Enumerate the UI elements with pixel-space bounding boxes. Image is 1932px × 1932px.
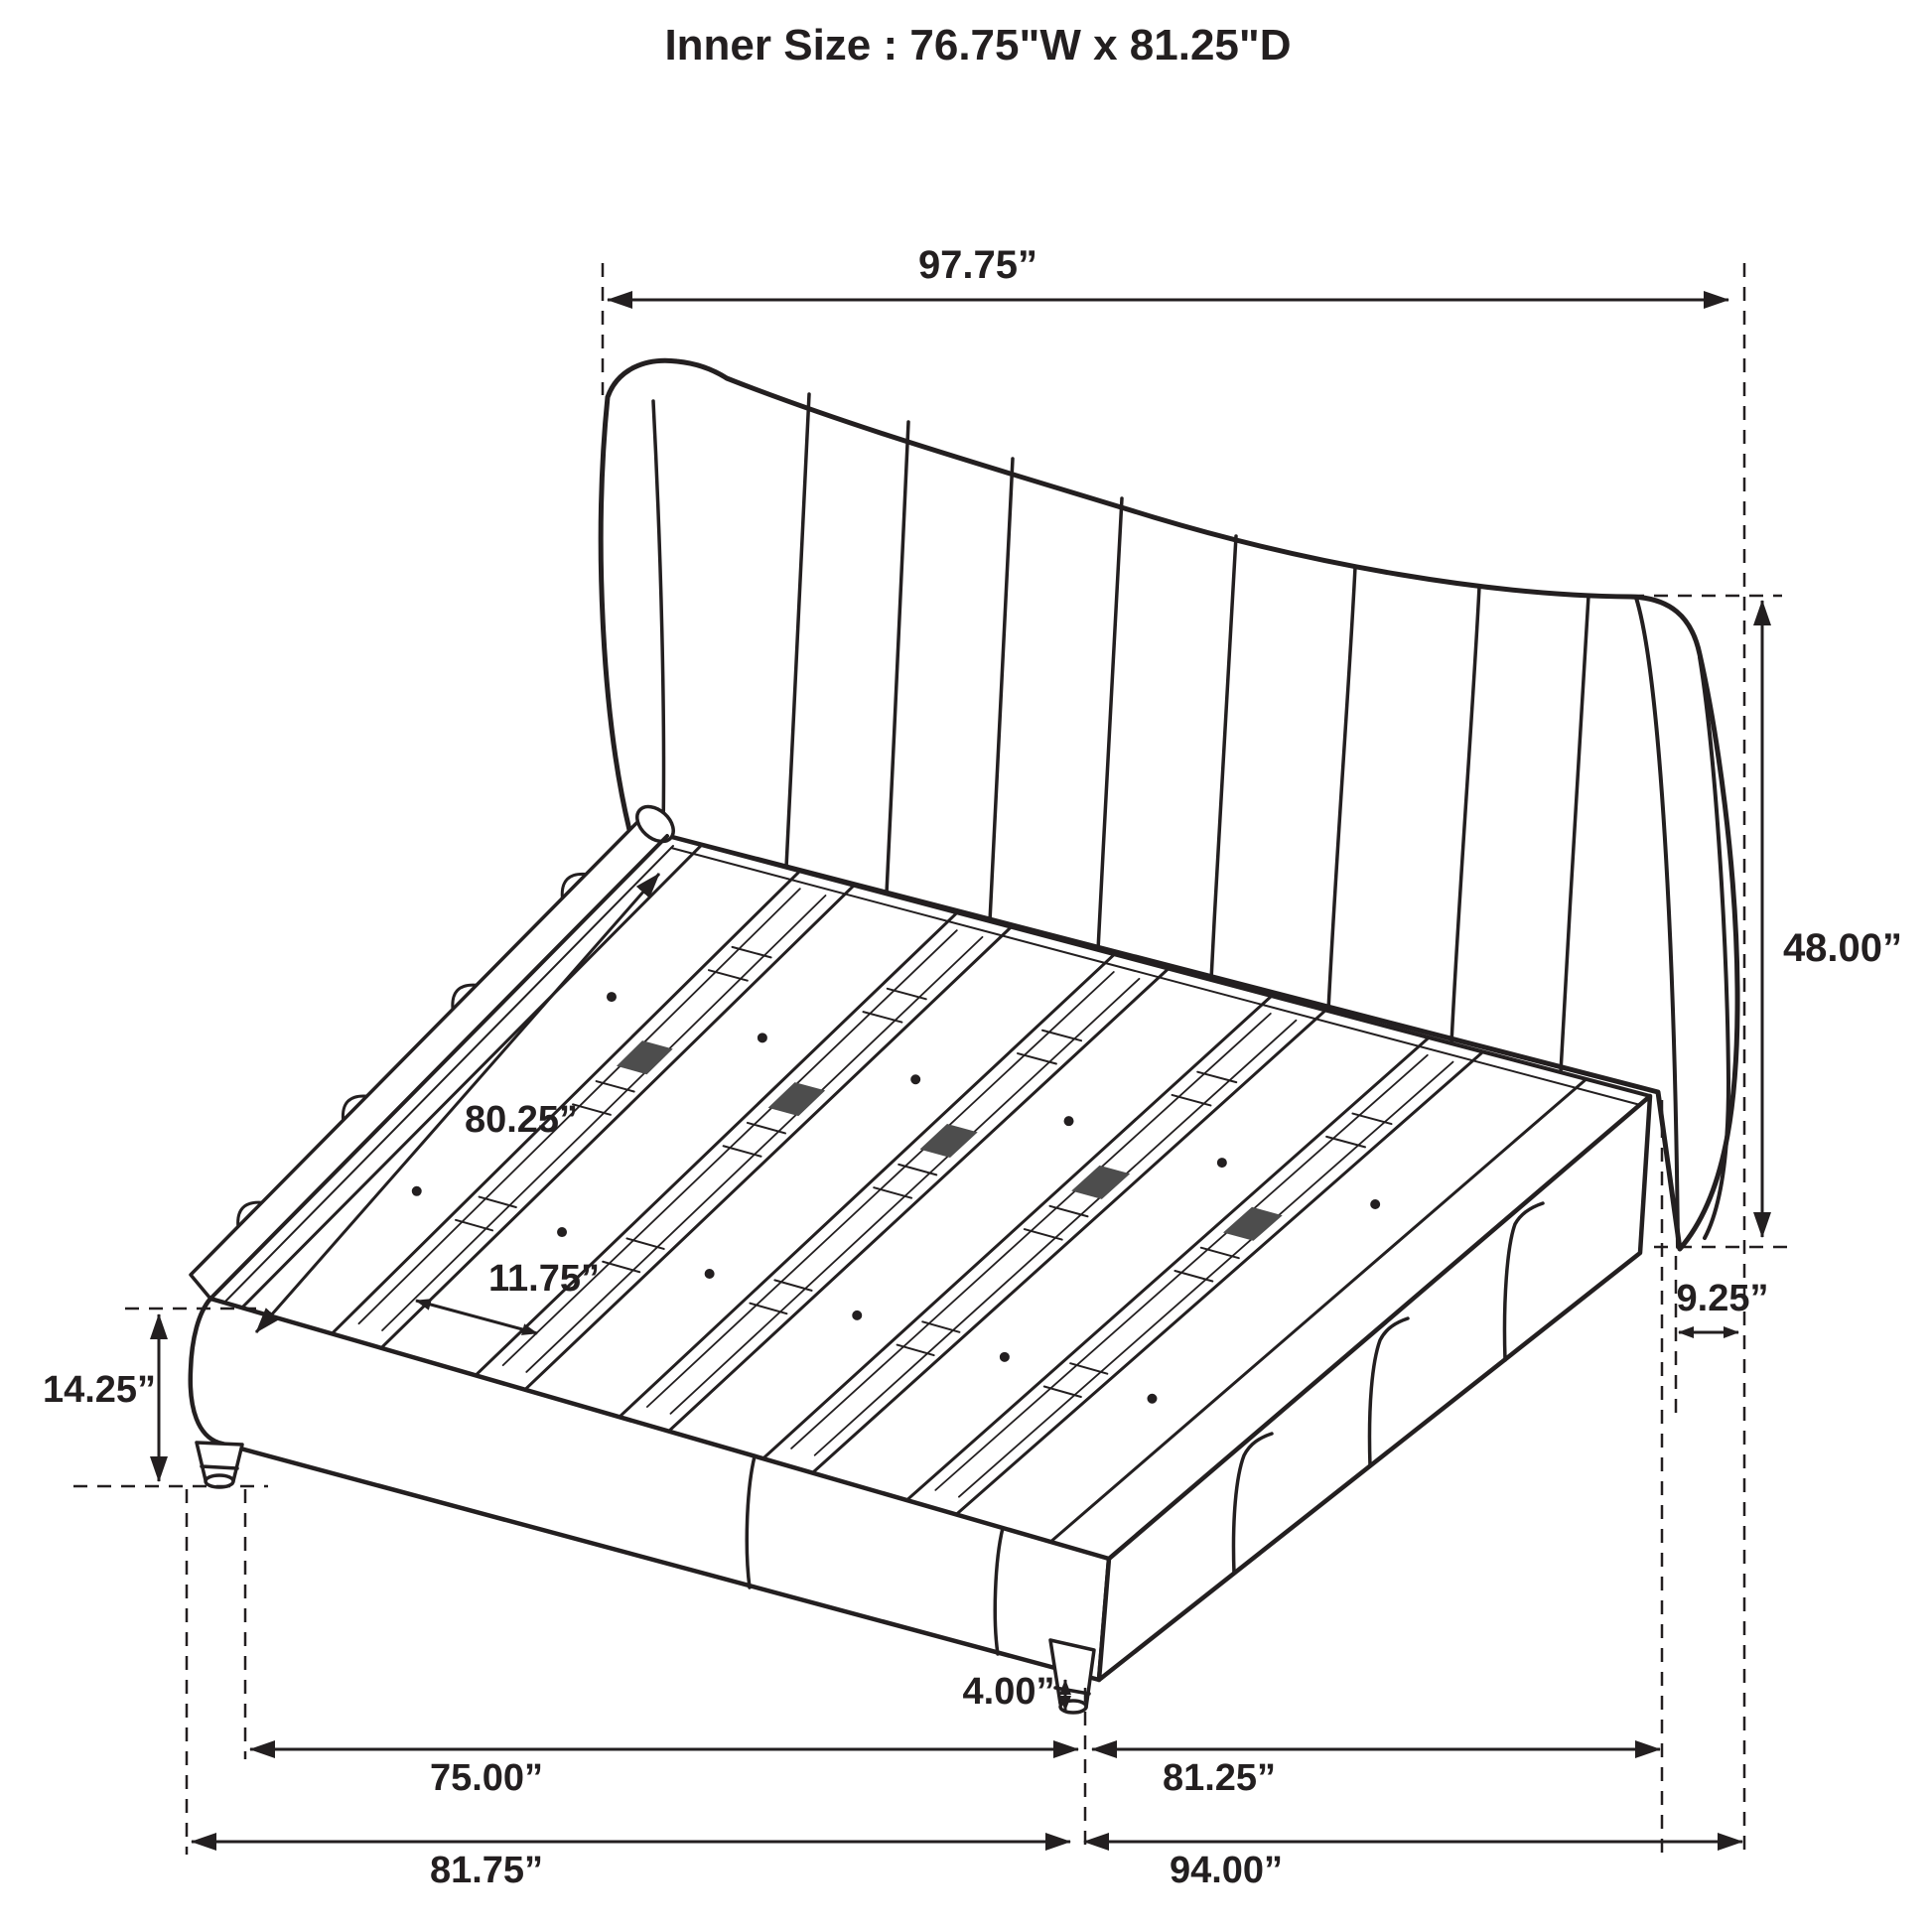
dim-label-inner-depth: 81.25”: [1162, 1757, 1277, 1799]
dim-label-outer-depth: 94.00”: [1169, 1850, 1284, 1891]
slat-screw-hole: [607, 993, 616, 1002]
slat-screw-hole: [705, 1269, 714, 1278]
front-leg: [1050, 1640, 1094, 1713]
front-leg-body: [1050, 1640, 1094, 1708]
slat-screw-hole: [1217, 1159, 1226, 1168]
slat-screw-hole: [758, 1034, 766, 1042]
dim-label-leg-height: 4.00”: [962, 1671, 1055, 1713]
slat-screw-hole: [558, 1228, 567, 1237]
dim-label-headboard-base-depth: 9.25”: [1676, 1278, 1769, 1319]
slat-screw-hole: [853, 1311, 862, 1319]
front-left-leg-seam: [202, 1466, 237, 1468]
slat-screw-hole: [1064, 1117, 1073, 1126]
dim-label-slat-spacing: 11.75”: [488, 1258, 600, 1300]
slat-screw-hole: [1148, 1394, 1157, 1403]
dim-label-base-height: 14.25”: [42, 1369, 157, 1411]
slat-screw-hole: [412, 1186, 421, 1195]
page-title: Inner Size : 76.75"W x 81.25"D: [664, 21, 1292, 69]
dim-label-overall-width: 97.75”: [917, 243, 1038, 287]
slat-screw-hole: [911, 1075, 920, 1084]
slat-screw-hole: [1371, 1200, 1380, 1209]
dim-label-slat-length: 80.25”: [464, 1099, 579, 1141]
front-left-leg: [197, 1443, 242, 1487]
dim-label-inner-width: 75.00”: [429, 1757, 544, 1799]
dim-label-headboard-height: 48.00”: [1782, 926, 1903, 970]
dim-label-outer-width: 81.75”: [429, 1850, 544, 1891]
slat-screw-hole: [1000, 1352, 1009, 1361]
